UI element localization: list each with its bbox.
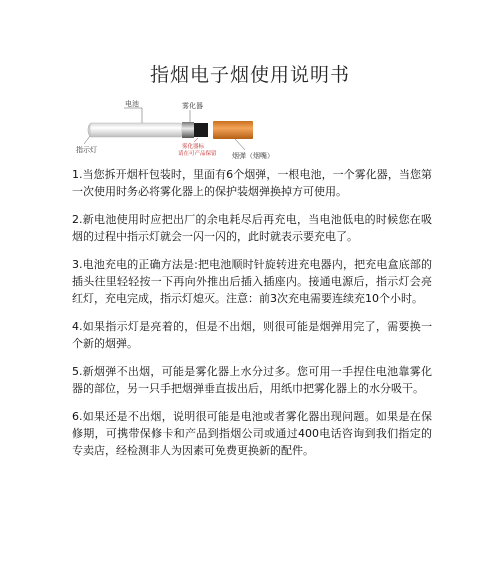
e-cigarette-illustration bbox=[70, 98, 430, 160]
product-diagram bbox=[70, 98, 430, 160]
instruction-paragraph: 1.当您拆开烟杆包装时，里面有6个烟弹，一根电池，一个雾化器，当您第一次使用时务必将雾化器上的保护装烟弹换掉方可使用。 bbox=[72, 168, 432, 198]
battery bbox=[90, 123, 182, 137]
atomizer bbox=[182, 122, 194, 138]
label-red-note-1: 雾化器标 bbox=[182, 144, 205, 150]
instructions-body bbox=[72, 166, 432, 470]
label-battery: 电池 bbox=[125, 100, 139, 108]
atomizer-body bbox=[194, 123, 208, 137]
label-indicator-light: 指示灯 bbox=[76, 146, 97, 154]
instruction-paragraph: 2.新电池使用时应把出厂的余电耗尽后再充电，当电池低电的时候您在吸烟的过程中指示灯就会一闪一闪的，此时就表示要充电了。 bbox=[72, 213, 432, 243]
instruction-paragraph: 3.电池充电的正确方法是:把电池顺时针旋转进充电器内，把充电盒底部的插头往里轻轻按一下再向外推出后插入插座内。接通电源后，指示灯会亮红灯，充电完成，指示灯熄灭。注意：前3次充电需要连续充10个小时。 bbox=[72, 258, 432, 305]
label-cartridge: 烟弹（烟嘴） bbox=[232, 152, 274, 160]
label-atomizer: 雾化器 bbox=[182, 102, 203, 110]
instruction-paragraph: 4.如果指示灯是亮着的，但是不出烟，则很可能是烟弹用完了，需要换一个新的烟弹。 bbox=[72, 320, 432, 350]
document-title: 指烟电子烟使用说明书 bbox=[149, 64, 350, 86]
instruction-paragraph: 6.如果还是不出烟，说明很可能是电池或者雾化器出现问题。如果是在保修期，可携带保修卡和产品到指烟公司或通过400电话咨询到我们指定的专卖店，经检测非人为因素可免费更换新的配件。 bbox=[72, 410, 432, 457]
cartridge bbox=[213, 121, 253, 139]
label-red-note-2: 请在可产品保留 bbox=[178, 151, 217, 157]
instruction-paragraph: 5.新烟弹不出烟，可能是雾化器上水分过多。您可用一手捏住电池靠雾化器的部位，另一只手把烟弹垂直拔出后，用纸巾把雾化器上的水分吸干。 bbox=[72, 365, 432, 395]
